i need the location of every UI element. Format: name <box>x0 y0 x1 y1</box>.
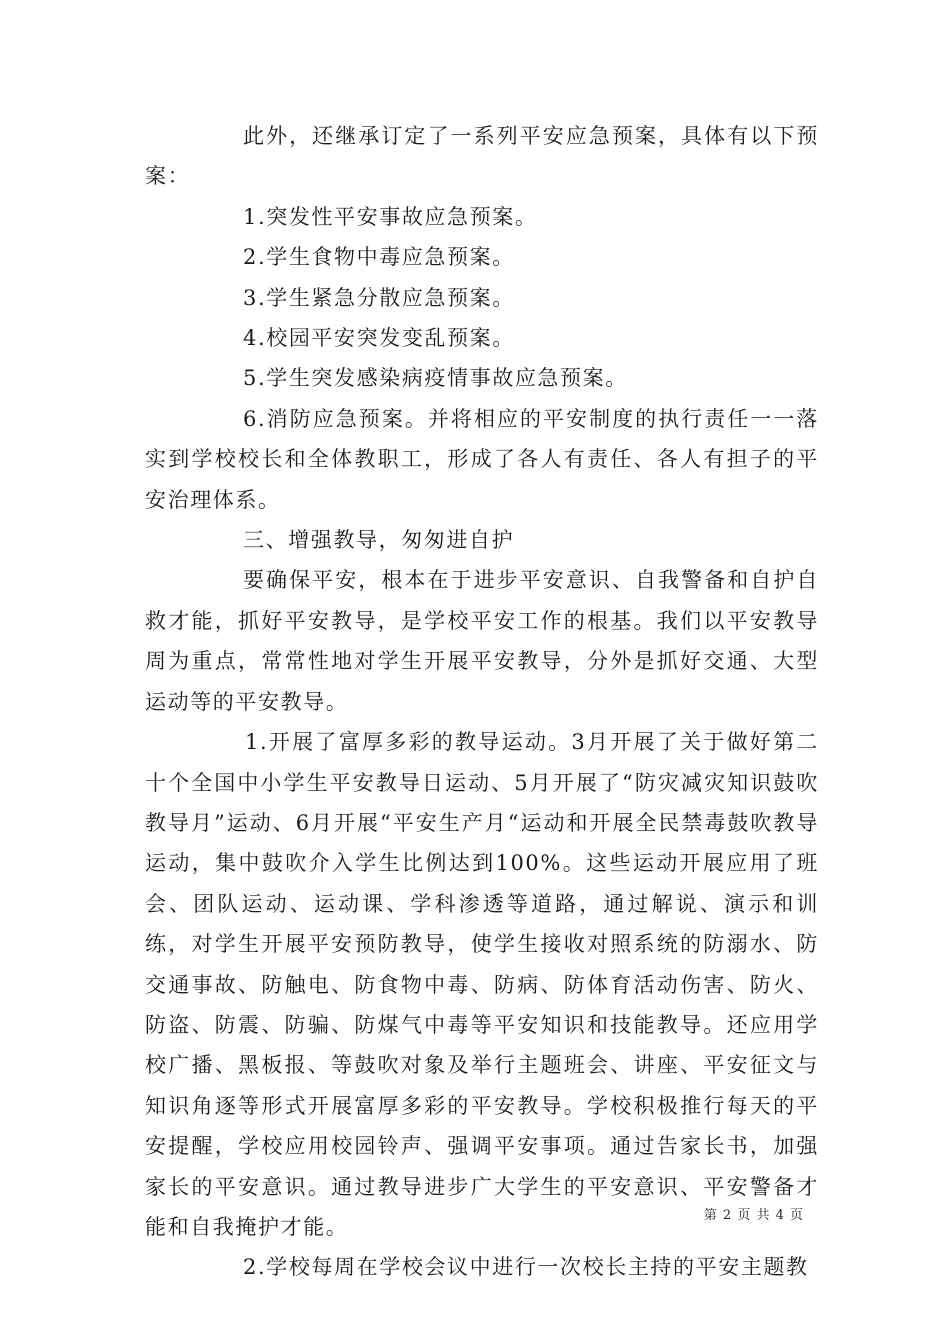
list-item-plan-5: 5.学生突发感染病疫情事故应急预案。 <box>243 366 628 391</box>
document-body <box>145 116 819 1288</box>
paragraph-weekly-meeting: 2.学校每周在学校会议中进行一次校长主持的平安主题教 <box>243 1255 809 1280</box>
list-item-plan-4: 4.校园平安突发变乱预案。 <box>243 326 515 351</box>
section-heading: 三、增强教导，匆匆进自护 <box>243 528 515 553</box>
list-item-plan-1: 1.突发性平安事故应急预案。 <box>243 204 538 229</box>
paragraph-safety-education: 要确保平安，根本在于进步平安意识、自我警备和自护自救才能，抓好平安教导，是学校平安工作的根基。我们以平安教导周为重点，常常性地对学生开展平安教导，分外是抓好交通、大型运动等的平安教导。 <box>145 568 819 714</box>
list-item-plan-3: 3.学生紧急分散应急预案。 <box>243 285 515 310</box>
page-number: 第 2 页 共 4 页 <box>703 1208 804 1223</box>
list-item-plan-2: 2.学生食物中毒应急预案。 <box>243 245 515 270</box>
list-item-plan-6: 6.消防应急预案。并将相应的平安制度的执行责任一一落实到学校校长和全体教职工，形成了各人有责任、各人有担子的平安治理体系。 <box>145 406 819 512</box>
paragraph-intro: 此外，还继承订定了一系列平安应急预案，具体有以下预案： <box>145 124 819 189</box>
paragraph-activities: 1.开展了富厚多彩的教导运动。3月开展了关于做好第二十个全国中小学生平安教导日运动、5月开展了“防灾减灾知识鼓吹教导月”运动、6月开展“平安生产月“运动和开展全民禁毒鼓吹教导运动，集中鼓吹介入学生比例达到100%。这些运动开展应用了班会、团队运动、运动课、学科渗透等道路，通过解说、演示和训练，对学生开展平安预防教导，使学生接收对照系统的防溺水、防交通事故、防触电、防食物中毒、防病、防体育活动伤害、防火、防盗、防震、防骗、防煤气中毒等平安知识和技能教导。还应用学校广播、黑板报、等鼓吹对象及举行主题班会、讲座、平安征文与知识角逐等形式开展富厚多彩的平安教导。学校积极推行每天的平安提醒，学校应用校园铃声、强调平安事项。通过告家长书，加强家长的平安意识。通过教导进步广大学生的平安意识、平安警备才能和自我掩护才能。 <box>145 730 819 1239</box>
